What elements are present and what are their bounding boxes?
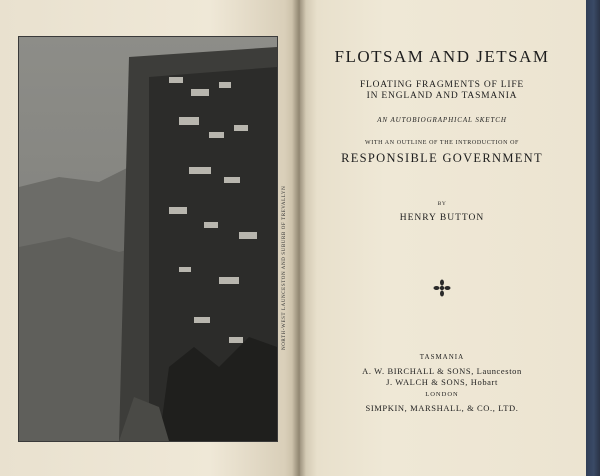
by-label: BY [437, 201, 447, 207]
descriptor: AN AUTOBIOGRAPHICAL SKETCH [377, 116, 507, 124]
printer-ornament-icon [432, 278, 452, 298]
outline-subject: RESPONSIBLE GOVERNMENT [341, 151, 543, 165]
imprint-publisher-3: SIMPKIN, MARSHALL, & CO., LTD. [365, 403, 519, 413]
imprint-publisher-1: A. W. BIRCHALL & SONS, Launceston [362, 366, 522, 376]
book-gutter [292, 0, 306, 476]
imprint-place-1: TASMANIA [419, 353, 465, 361]
plate-caption: NORTH-WEST LAUNCESTON AND SUBURB OF TREVALLYN [282, 185, 287, 350]
imprint-publisher-2: J. WALCH & SONS, Hobart [386, 377, 498, 387]
outline-line: WITH AN OUTLINE OF THE INTRODUCTION OF [364, 140, 519, 146]
frontispiece-photo [18, 36, 278, 442]
author-name: HENRY BUTTON [399, 213, 485, 223]
subtitle-line-1: FLOATING FRAGMENTS OF LIFE [359, 80, 525, 90]
imprint-place-2: LONDON [425, 391, 459, 398]
title-page [312, 0, 572, 476]
book-title: FLOTSAM AND JETSAM [334, 47, 550, 66]
book-cover-edge [584, 0, 600, 476]
subtitle-line-2: IN ENGLAND AND TASMANIA [366, 91, 518, 101]
